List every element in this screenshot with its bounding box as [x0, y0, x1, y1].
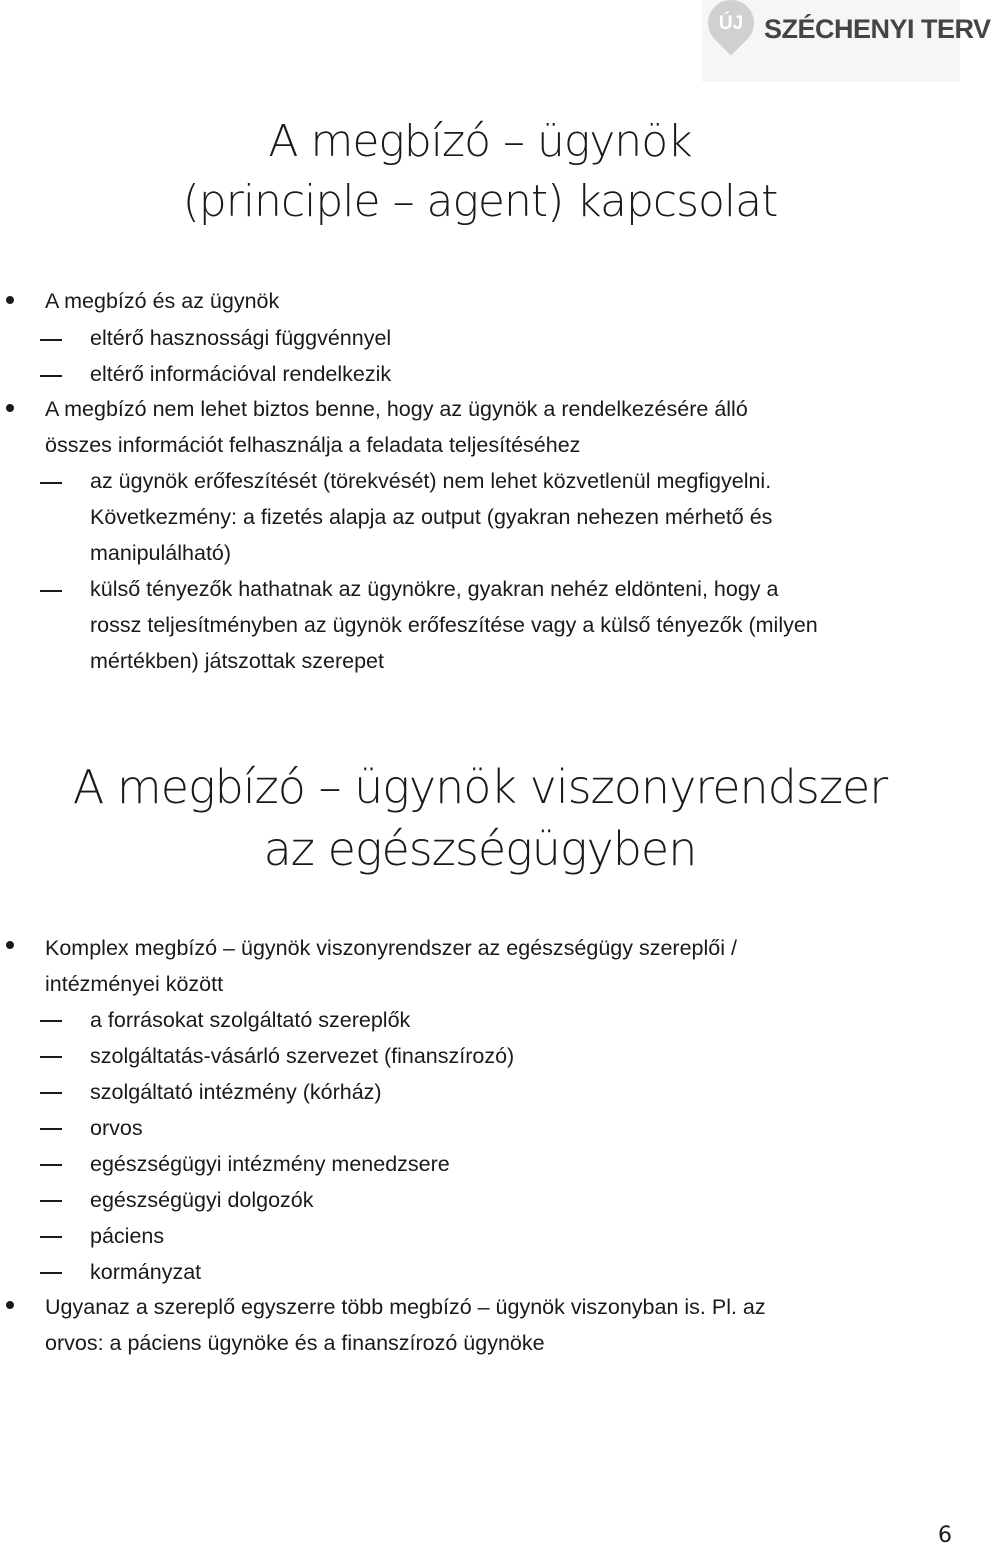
- dash-icon: [40, 375, 62, 377]
- bullet-icon: [6, 941, 14, 949]
- list-item: A megbízó és az ügynök: [45, 289, 280, 313]
- list-subitem: az ügynök erőfeszítését (törekvését) nem lehet közvetlenül megfigyelni.: [90, 469, 772, 493]
- dash-icon: [40, 339, 62, 341]
- section1-title: [0, 112, 960, 232]
- list-item: Ugyanaz a szereplő egyszerre több megbízó – ügynök viszonyban is. Pl. az: [45, 1295, 766, 1319]
- list-subitem: egészségügyi dolgozók: [90, 1188, 314, 1212]
- list-subitem: orvos: [90, 1116, 143, 1140]
- section1-title-line2: (principle – agent) kapcsolat: [182, 176, 778, 227]
- logo-text: SZÉCHENYI TERV: [764, 14, 991, 44]
- dash-icon: [40, 1020, 62, 1022]
- dash-icon: [40, 1164, 62, 1166]
- list-item: Komplex megbízó – ügynök viszonyrendszer az egészségügy szereplői /: [45, 936, 737, 960]
- dash-icon: [40, 1056, 62, 1058]
- dash-icon: [40, 1236, 62, 1238]
- list-subitem: szolgáltatás-vásárló szervezet (finanszírozó): [90, 1044, 515, 1068]
- bullet-icon: [6, 404, 14, 412]
- section1-title-line1: A megbízó – ügynök: [268, 116, 692, 167]
- list-item-continuation: orvos: a páciens ügynöke és a finanszírozó ügynöke: [45, 1331, 545, 1355]
- section2-title: [0, 756, 960, 880]
- bullet-icon: [6, 296, 14, 304]
- list-subitem: eltérő információval rendelkezik: [90, 362, 392, 386]
- dash-icon: [40, 1092, 62, 1094]
- list-subitem: páciens: [90, 1224, 165, 1248]
- section2-title-line1: A megbízó – ügynök viszonyrendszer: [72, 760, 888, 814]
- section2-title-line2: az egészségügyben: [263, 822, 697, 876]
- list-subitem: szolgáltató intézmény (kórház): [90, 1080, 382, 1104]
- list-subitem: eltérő hasznossági függvénnyel: [90, 326, 392, 350]
- dash-icon: [40, 482, 62, 484]
- dash-icon: [40, 1128, 62, 1130]
- list-item: A megbízó nem lehet biztos benne, hogy az ügynök a rendelkezésére álló: [45, 397, 748, 421]
- list-subitem: egészségügyi intézmény menedzsere: [90, 1152, 450, 1176]
- list-subitem-continuation: Következmény: a fizetés alapja az output (gyakran nehezen mérhető és: [90, 505, 773, 529]
- szechenyi-terv-logo: [702, 0, 991, 82]
- list-subitem: külső tényezők hathatnak az ügynökre, gyakran nehéz eldönteni, hogy a: [90, 577, 779, 601]
- dash-icon: [40, 1200, 62, 1202]
- list-subitem-continuation: manipulálható): [90, 541, 232, 565]
- bullet-icon: [6, 1301, 14, 1309]
- dash-icon: [40, 590, 62, 592]
- list-item-continuation: összes információt felhasználja a feladata teljesítéséhez: [45, 433, 581, 457]
- logo-mark: ÚJ: [718, 13, 744, 34]
- page-number: 6: [938, 1523, 952, 1548]
- list-subitem-continuation: rossz teljesítményben az ügynök erőfeszítése vagy a külső tényezők (milyen: [90, 613, 818, 637]
- list-subitem: a forrásokat szolgáltató szereplők: [90, 1008, 411, 1032]
- list-item-continuation: intézményei között: [45, 972, 224, 996]
- dash-icon: [40, 1272, 62, 1274]
- list-subitem-continuation: mértékben) játszottak szerepet: [90, 649, 384, 673]
- list-subitem: kormányzat: [90, 1260, 202, 1284]
